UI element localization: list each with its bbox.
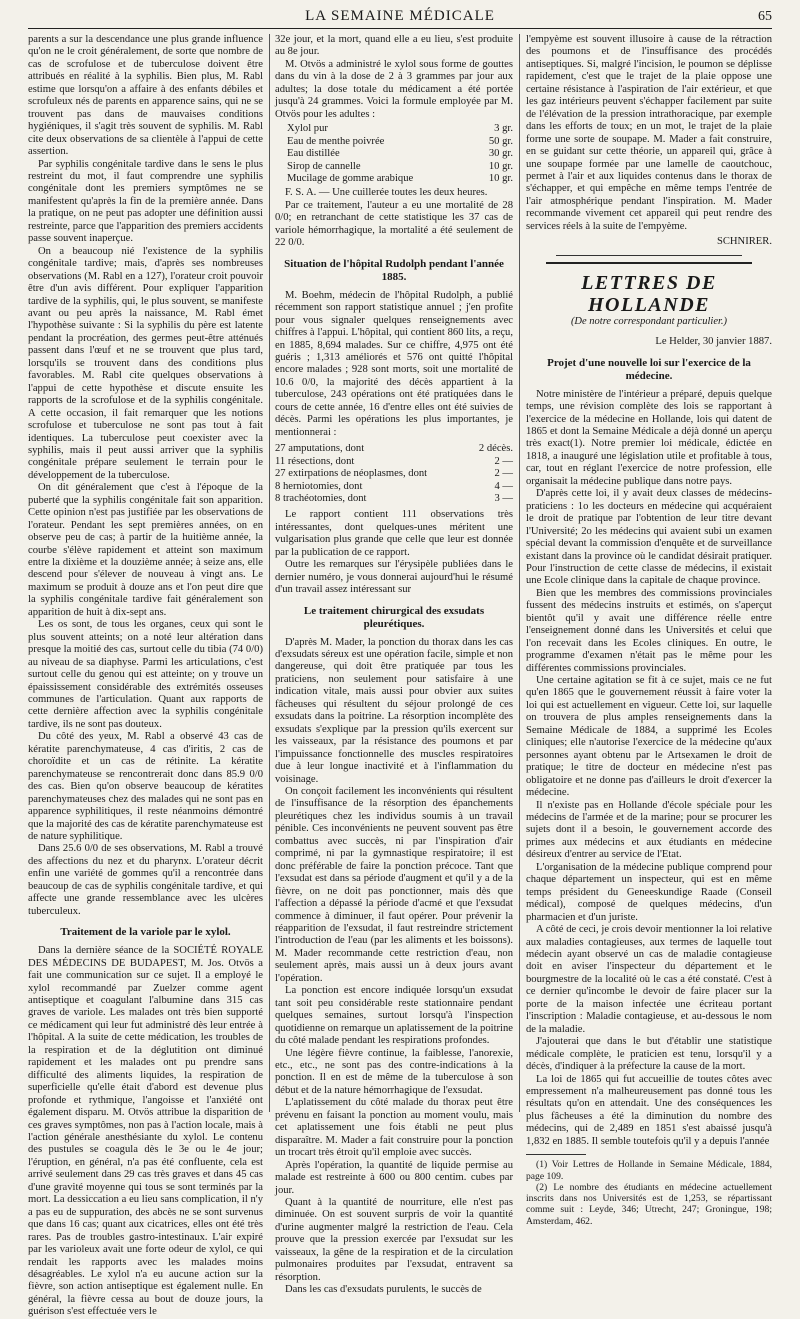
paragraph: On dit généralement que c'est à l'époque de la puberté que la syphilis congénitale fait son apparition. Cette opinion n'est pas justifiée par les observations de l'orateur. Pendant les sept premières années, on en observe peu de cas; à partir de la huitième année, la courbe s'élève rapidement et atteint son maximum entre la dixième et la douzième année; à seize ans, elle descend pour s'élever de nouveau à vingt ans. Le maximum se produit à douze ans et l'on peut dire que la syphilis congénitale tardive fait généralement son apparition de huit à dix-sept ans. — [28, 482, 263, 618]
paragraph: F. S. A. — Une cuillerée toutes les deux heures. — [285, 187, 488, 199]
column-divider — [269, 34, 270, 1112]
stats-row: 27 extirpations de néoplasmes, dont 2 — — [275, 468, 513, 480]
divider — [556, 255, 742, 256]
column-2 — [275, 34, 513, 1296]
stats-row: 27 amputations, dont 2 décès. — [275, 443, 513, 455]
column-1 — [28, 34, 263, 1318]
dateline: Le Helder, 30 janvier 1887. — [655, 336, 772, 348]
paragraph: D'après cette loi, il y avait deux classes de médecins-praticiens : 1o les docteurs en médecine qui acquéraient le droit de pratique par l'obtention de leur titre devant l'Université; 2o les médecins qui avaient subi un examen spécial devant la commission d'enquête et de surveillance existant dans la province où le candidat désirait pratiquer. Pour l'instruction de cette classe de médecins, il existait une Ecole clinique dans la capitale de chaque province. — [526, 488, 772, 587]
paragraph: Une certaine agitation se fit à ce sujet, mais ce ne fut qu'en 1865 que le gouvernement réussit à faire voter la loi qui est actuellement en vigueur. Cette loi, sur laquelle on trouvera de plus amples renseignements dans la Semaine Médicale de 1884, a supprimé les Ecoles cliniques; elle n'autorise l'exercice de la médecine qu'aux personnes ayant obtenu par le Artsexamen le droit de pratique; le titre de docteur en médecine n'est pas obligatoire et ne donne pas d'ailleurs le droit d'exercer la médecine. — [526, 675, 772, 799]
paragraph: Les os sont, de tous les organes, ceux qui sont le plus souvent atteints; on a noté leur altération dans presque la moitié des cas, surtout celle du tibia (74 0/0) au niveau de sa diaphyse. Parmi les articulations, c'est surtout celle du genou qui est atteinte; on y trouve un épaississement considérable des extrémités osseuses communes de l'articulation. Quant aux rapports de cette dernière affection avec la syphilis congénitale tardive, ils ne sont pas douteux. — [28, 619, 263, 730]
paragraph: Outre les remarques sur l'érysipèle publiées dans le dernier numéro, je vous donnerai aujourd'hui le résumé d'un travail assez intéressant sur — [275, 559, 513, 596]
footnote: (2) Le nombre des étudiants en médecine actuellement inscrits dans nos Universités est de 1,253, se répartissant comme suit : Leyde, 346; Utrecht, 247; Groningue, 198; Amsterdam, 462. — [526, 1181, 772, 1227]
paragraph: M. Otvös a administré le xylol sous forme de gouttes dans du vin à la dose de 2 à 3 grammes par jour aux adultes; la dose totale du médicament a été portée jusqu'à 24 grammes. Voici la formule employée par M. Otvös pour les adultes : — [275, 58, 513, 120]
section-heading: Le traitement chirurgical des exsudats pleurétiques. — [303, 604, 485, 630]
footnote: (1) Voir Lettres de Hollande in Semaine Médicale, 1884, page 109. — [526, 1159, 772, 1182]
paragraph: On a beaucoup nié l'existence de la syphilis congénitale tardive; mais, d'après ses nombreuses observations (M. Rabl en a 127), l'orateur croit pouvoir être d'un avis différent. Pour expliquer l'apparition tardive de la syphilis, qui, le plus souvent, se manifeste avant ou peu après la naissance, M. Rabl émet l'hypothèse suivante : Si la syphilis du père est latente pendant la procréation, des germes peut-être atténués passent dans l'œuf et ne se trouvent que plus tard, lorsqu'ils se trouvent dans des conditions plus favorables. M. Rabl cite quelques observations à l'appui de cette hypothèse et discute ensuite les rapports de la scrofulose et de la syphilis congénitale. A cette occasion, il fait remarquer que les notions scrofulose et tuberculose ne sont pas tout à fait identiques. La tuberculose peut coexister avec la syphilis, mais il peut aussi arriver que la syphilis congénitale prépare seulement le terrain pour le développement de la tuberculose. — [28, 245, 263, 481]
paragraph: 32e jour, et la mort, quand elle a eu lieu, s'est produite au 8e jour. — [275, 34, 513, 58]
paragraph: l'empyème est souvent illusoire à cause de la rétraction des poumons et de l'insuffisance des procédés antiseptiques. Si, malgré l'incision, le poumon se déplisse rapidement, c'est que le trajet de la plaie oppose une certaine résistance à l'aspiration de l'air extérieur, et que les gaz intérieurs peuvent s'échapper facilement par suite de l'élévation de la pression intrathoracique, par exemple dans les efforts de toux; en un mot, le trajet de la plaie forme une sorte de soupape. M. Mader a fait construire, en se guidant sur cette théorie, un appareil qui, grâce à une soupape formée par une lamelle de caoutchouc, permet à l'air et aux liquides contenus dans le thorax de s'échapper, et qui empêche en même temps l'entrée de l'air atmosphérique pendant l'inspiration. M. Mader recommande vivement cet appareil qui peut rendre des services réels à la suite de l'empyème. — [526, 34, 772, 232]
paragraph: La loi de 1865 qui fut accueillie de toutes côtes avec empressement n'a malheureusement pas donné tous les résultats qu'on en attendait. Une des conséquences les plus fâcheuses a été la diminution du nombre des médecins, qui de 2,489 en 1851 s'est abaissé jusqu'à 1,832 en 1885. Il semble toutefois qu'il y a depuis l'année — [526, 1073, 772, 1147]
paragraph: Dans 25.6 0/0 de ses observations, M. Rabl a trouvé des affections du nez et du pharynx. L'orateur décrit enfin une variété de gommes qu'il a rencontrée dans beaucoup de cas de syphilis congénitale tardive, et qui affecte une grande ressemblance avec les ulcères tuberculeux. — [28, 843, 263, 917]
section-subtitle: (De notre correspondant particulier.) — [570, 315, 728, 327]
divider — [546, 262, 752, 264]
section-title: LETTRES DE HOLLANDE — [581, 271, 717, 316]
paragraph: Par syphilis congénitale tardive dans le sens le plus restreint du mot, il faut comprendre une syphilis congénitale dont les premiers symptômes ne se manifestent qu'après la fin de la première année. Dans la pratique, on ne peut pas adopter une définition aussi restreinte, parce que l'apparition des premiers accidents passe souvent inaperçue. — [28, 158, 263, 245]
paragraph: Le rapport contient 111 observations très intéressantes, dont quelques-unes méritent une vulgarisation plus grande que celle que leur est donnée par la publication de ce rapport. — [275, 509, 513, 558]
paragraph: On conçoit facilement les inconvénients qui résultent de l'insuffisance de la résorption des épanchements pleurétiques chez les individus soumis à un travail pénible. Ces inconvénients ne peuvent souvent pas être combattus avec succès, ni par l'inspiration d'air comprimé, ni par la gymnastique respiratoire; il est donc préférable de faire la ponction précoce. Tant que l'exsudat est dans sa période d'augment et qu'il y a de la fièvre, on ne doit pas ponctionner, mais dès que l'affection a dépassé la période d'acmé et que l'exsudat commence à diminuer, il faut opérer. Pour prévenir la réapparition de l'exsudat, il faut restreindre strictement l'introduction de l'eau (par les aliments et les boissons). M. Mader recommande cette restriction d'eau, non seulement après, mais aussi un à deux jours avant l'opération. — [275, 786, 513, 984]
paragraph: Dans les cas d'exsudats purulents, le succès de — [285, 1284, 482, 1296]
paragraph: J'ajouterai que dans le but d'établir une statistique médicale complète, le praticien est tenu, lorsqu'il y a décès, d'indiquer à la préfecture la cause de la mort. — [526, 1036, 772, 1073]
paragraph: D'après M. Mader, la ponction du thorax dans les cas d'exsudats séreux est une opération facile, simple et non dangereuse, qui doit être pratiquée par tous les praticiens, non seulement pour satisfaire à une indication vitale, mais aussi pour obvier aux suites fâcheuses qui résultent du séjour prolongé de ces exsudats dans la poitrine. La résorption incomplète des exsudats s'explique par la pression qu'ils exercent sur les vaisseaux, par la résistance des poumons et par l'impuissance fonctionnelle des muscles respiratoires due à leur longue inactivité et à l'inflammation du voisinage. — [275, 636, 513, 785]
section-heading: Situation de l'hôpital Rudolph pendant l'année 1885. — [284, 257, 504, 283]
column-3 — [526, 34, 772, 1227]
section-heading: Projet d'une nouvelle loi sur l'exercice de la médecine. — [547, 356, 751, 382]
paragraph: Bien que les membres des commissions provinciales fussent des médecins instruits et estimés, on s'aperçut bientôt qu'il y avait une différence réelle entre l'enseignement donné dans les Universités et celui que l'on recevait dans les Ecoles cliniques. En outre, le programme d'examen n'était pas le même pour les différentes commissions provinciales. — [526, 587, 772, 674]
section-heading: Traitement de la variole par le xylol. — [60, 926, 231, 939]
paragraph: Du côté des yeux, M. Rabl a observé 43 cas de kératite parenchymateuse, 4 cas d'iritis, 2 cas de choroïdite et un cas de rétinite. La kératite parenchymateuse se rencontrerait donc dans 85.9 0/0 des cas. Bien qu'on observe beaucoup de kératites parenchymateuses chez des malades qui ne sont pas en apparence syphilitiques, il reste néanmoins démontré que la majorité des cas de kératite parenchymateuse est de nature syphilitique. — [28, 731, 263, 842]
formula-row: Sirop de cannelle 10 gr. — [287, 160, 513, 172]
stats-row: 8 trachéotomies, dont 3 — — [275, 492, 513, 504]
paragraph: Il n'existe pas en Hollande d'école spéciale pour les médecins de l'armée et de la marine; pour se procurer les sujets dont il a besoin, le gouvernement accorde des primes aux médecins et aux étudiants en médecine désireux d'entrer au service de l'Etat. — [526, 799, 772, 861]
paragraph: Après l'opération, la quantité de liquide permise au malade est restreinte à 600 ou 800 centim. cubes par jour. — [275, 1159, 513, 1196]
page-number: 65 — [758, 9, 772, 24]
column-divider — [519, 34, 520, 1112]
prescription-formula — [287, 123, 513, 185]
paragraph: Quant à la quantité de nourriture, elle n'est pas diminuée. On est souvent surpris de voir la quantité d'urine augmenter malgré la restriction de l'eau. Cela prouve que la pression exercée par l'exsudat sur les vaisseaux, la gêne de la respiration et de la circulation pulmonaires produites par l'exsudat, entravent sa résorption. — [275, 1196, 513, 1283]
paragraph: Notre ministère de l'intérieur a préparé, depuis quelque temps, une révision complète des lois se rapportant à l'exercice de la médecine en Hollande, lois qui datent de 1865 et dont la Semaine Médicale a déjà donné un aperçu très exact(1). Notre premier loi médicale, édictée en 1818, a inauguré une législation utile et profitable à tous, car, tout en réglant l'exercice de notre profession, elle organisait la médecine publique dans notre pays. — [526, 388, 772, 487]
stats-row: 8 herniotomies, dont 4 — — [275, 480, 513, 492]
paragraph: Par ce traitement, l'auteur a eu une mortalité de 28 0/0; en retranchant de cette statistique les 37 cas de variole hémorrhagique, la mortalité a été seulement de 22 0/0. — [275, 199, 513, 249]
paragraph: A côté de ceci, je crois devoir mentionner la loi relative aux maladies contagieuses, aux termes de laquelle tout médecin ayant observé un cas de maladie contagieuse doit en aviser l'inspecteur du département et le bourgmestre de la localité où le cas a été constaté. C'est à ce dernier qu'incombe le devoir de faire placer sur la porte de la maison infectée une écriteau portant l'inscription : Maladie contagieuse, et au-dessous le nom de la maladie. — [526, 924, 772, 1035]
footnote-divider — [526, 1154, 586, 1155]
paragraph: Une légère fièvre continue, la faiblesse, l'anorexie, etc., etc., ne sont pas des contre-indications à la ponction. Il en est de même de la tuberculose à son début et de la nature hémorrhagique de l'exsudat. — [275, 1047, 513, 1096]
paragraph: M. Boehm, médecin de l'hôpital Rudolph, a publié récemment son rapport statistique annuel ; j'en profite pour vous signaler quelques renseignements avec chiffres à l'appui. L'hôpital, qui contient 860 lits, a reçu, en 1885, 8,694 malades. Sur ce chiffre, 4,975 ont été guéris ; 1,313 améliorés et 576 ont quitté l'hôpital encore malades ; 928 sont morts, soit une mortalité de 10.6 0/0, la majorité des décès appartient à la tuberculose, 243 opérations ont été pratiquées dans le cours de cette année, 16 d'entre elles ont été suivies de décès. Parmi les opérations les plus importantes, je mentionnerai : — [275, 289, 513, 438]
formula-row: Eau de menthe poivrée 50 gr. — [287, 135, 513, 147]
paragraph: La ponction est encore indiquée lorsqu'un exsudat tant soit peu considérable reste stationnaire pendant quelques semaines, surtout lorsqu'à l'inspection quotidienne on remarque un aplatissement de la poitrine du côté malade pendant les respirations profondes. — [275, 985, 513, 1047]
author-signature: SCHNIRER. — [716, 236, 772, 248]
stats-row: 11 résections, dont 2 — — [275, 455, 513, 467]
paragraph: Dans la dernière séance de la SOCIÉTÉ ROYALE DES MÉDECINS DE BUDAPEST, M. Jos. Otvös a fait une communication sur ce sujet. Il a employé le xylol recommandé par Zuelzer comme agent antiseptique et coagulant l'albumine dans 315 cas graves de variole. Les malades ont très bien supporté ce médicament qui leur fut administré dès leur entrée à l'hôpital. A la suite de cette médication, les troubles de la respiration et de la déglutition ont diminué rapidement et les malades ont pu prendre sans difficulté des aliments liquides, la respiration de superficielle qu'elle était d'abord est devenue plus profonde et rythmique, l'angoisse et l'anxiété ont également disparu. M. Otvös attribue la disparition de ces graves symptômes, non pas à l'action locale, mais à l'action générale anesthésiante du xylol. Le contenu des pustules se coagula dès le 3e ou le 4e jour; l'éruption, en général, n'a pas été confluente, cela est arrivé seulement dans 29 cas très graves et dans 45 cas d'une gravité moyenne qui tous se sont terminés par la mort. La dessiccation a eu lieu sans complication, il n'y a pas eu de suppuration, des abcès ne se sont survenus que dans 16 cas; quant aux cicatrices, elles ont été très rares. Pas de troubles gastro-intestinaux. L'air expiré par les varioleux avait une forte odeur de xylol, ce qui rendait les rapports avec les malades moins désagréables. Le xylol n'a eu aucune action sur la fièvre, son action antiseptique est également nulle. En général, la fièvre cessa au bout de douze jours, la guérison s'est effectuée vers le — [28, 945, 263, 1318]
page-header — [28, 8, 772, 29]
formula-row: Xylol pur 3 gr. — [287, 123, 513, 135]
paragraph: L'organisation de la médecine publique comprend pour chaque département un inspecteur, qui est en même temps président du Geneeskundige Raade (Conseil médical), composé de quelques médecins, d'un pharmacien et d'un juriste. — [526, 861, 772, 923]
formula-row: Eau distillée 30 gr. — [287, 148, 513, 160]
formula-row: Mucilage de gomme arabique 10 gr. — [287, 172, 513, 184]
journal-title: LA SEMAINE MÉDICALE — [305, 8, 495, 24]
operation-statistics — [275, 443, 513, 505]
paragraph: parents a sur la descendance une plus grande influence qu'on ne le croit généralement, de sorte que nombre de cas de scrofulose et de tuberculose doivent être attribués en réalité à la syphilis. Bien plus, M. Rabl estime que lorsqu'on a affaire à des enfants débiles et scrofuleux nés de parents en apparence sains, qui ne se trouvent pas dans de mauvaises conditions hygiéniques, il s'agit très souvent de syphilis. M. Rabl cite deux observations de sa clientèle à l'appui de cette assertion. — [28, 34, 263, 158]
paragraph: L'aplatissement du côté malade du thorax peut être prévenu en faisant la ponction au moment voulu, mais cet aplatissement une fois établi ne peut plus disparaître. M. Mader a fait construire pour la ponction un trocart très étroit qu'il emploie avec succès. — [275, 1097, 513, 1159]
